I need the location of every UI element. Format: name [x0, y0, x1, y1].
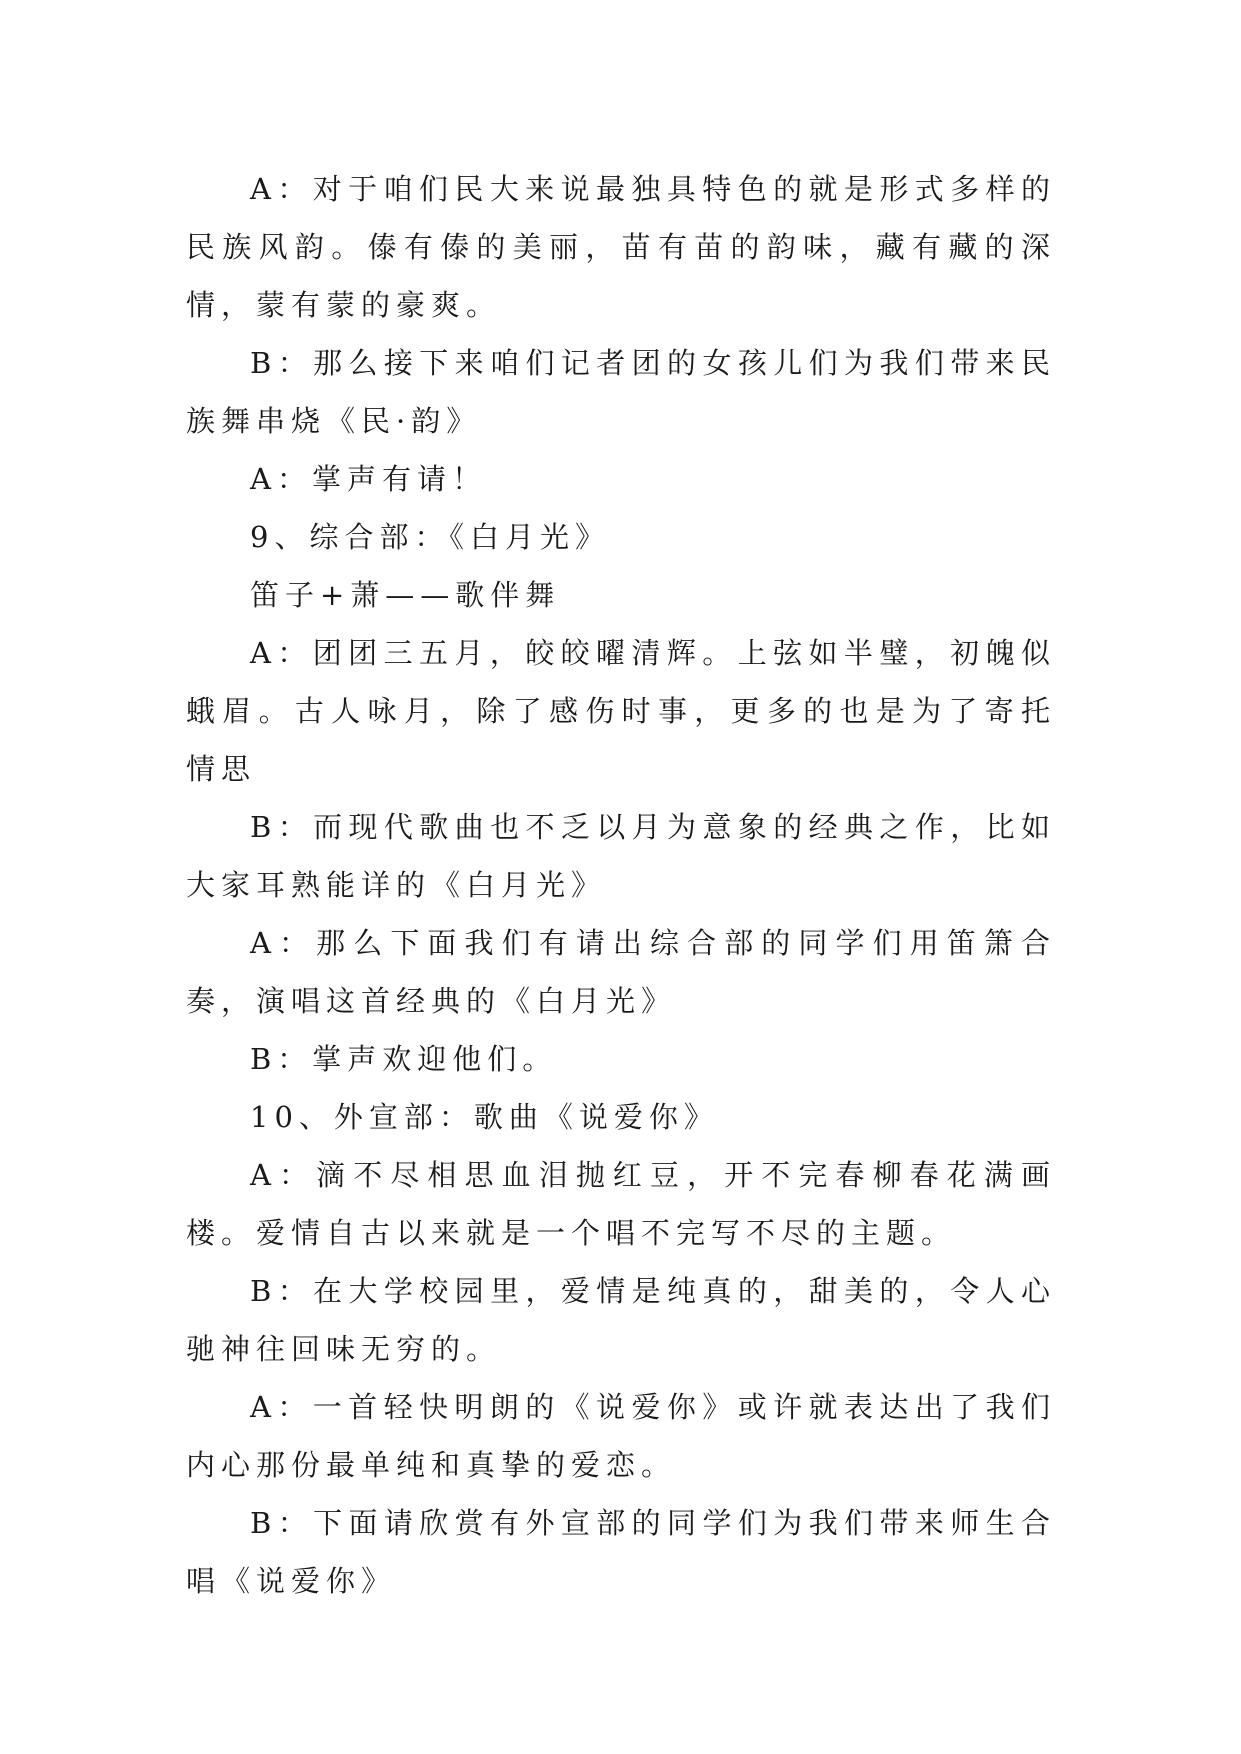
paragraph: B：下面请欣赏有外宣部的同学们为我们带来师生合唱《说爱你》	[186, 1506, 1056, 1598]
paragraph: B：在大学校园里，爱情是纯真的，甜美的，令人心驰神往回味无穷的。	[186, 1274, 1056, 1366]
paragraph: B：而现代歌曲也不乏以月为意象的经典之作，比如大家耳熟能详的《白月光》	[186, 810, 1056, 902]
paragraph: A：对于咱们民大来说最独具特色的就是形式多样的民族风韵。傣有傣的美丽，苗有苗的韵味，藏有藏的深情，蒙有蒙的豪爽。	[186, 172, 1056, 322]
document-page	[186, 160, 1056, 1610]
section-heading: 9、综合部：《白月光》	[250, 520, 610, 554]
paragraph: A：团团三五月，皎皎曜清辉。上弦如半璧，初魄似蛾眉。古人咏月，除了感伤时事，更多的也是为了寄托情思	[186, 636, 1056, 786]
program-note: 笛子+萧——歌伴舞	[250, 578, 561, 612]
paragraph: A：滴不尽相思血泪抛红豆，开不完春柳春花满画楼。爱情自古以来就是一个唱不完写不尽的主题。	[186, 1158, 1056, 1250]
section-heading: 10、外宣部：歌曲《说爱你》	[250, 1100, 719, 1134]
paragraph: A：掌声有请！	[250, 462, 487, 496]
paragraph: B：那么接下来咱们记者团的女孩儿们为我们带来民族舞串烧《民·韵》	[186, 346, 1056, 438]
paragraph: A：那么下面我们有请出综合部的同学们用笛箫合奏，演唱这首经典的《白月光》	[186, 926, 1056, 1018]
paragraph: A：一首轻快明朗的《说爱你》或许就表达出了我们内心那份最单纯和真挚的爱恋。	[186, 1390, 1056, 1482]
paragraph: B：掌声欢迎他们。	[250, 1042, 558, 1076]
